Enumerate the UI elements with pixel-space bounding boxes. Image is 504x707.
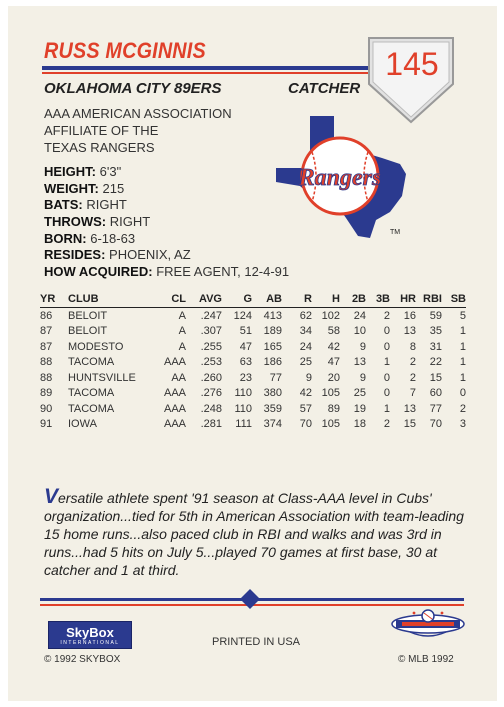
stats-cell: 87: [40, 340, 53, 353]
name-rule-red: [42, 72, 377, 74]
stats-cell: AA: [171, 371, 186, 384]
stats-col-header: G: [222, 290, 252, 308]
stats-row: [40, 324, 466, 340]
player-bio: [44, 485, 464, 579]
stats-cell: 91: [40, 418, 53, 431]
stats-cell: 77: [269, 371, 282, 384]
stats-cell: 1: [459, 371, 466, 384]
stats-cell: 57: [299, 402, 312, 415]
bio-text: ersatile athlete spent '91 season at Class-AAA level in Cubs' organization...tied for 5th in American Association with team-leading 15 home runs...also paced club in RBI and walks and was 3rd in runs...had 5 hits on July 5...played 70 games at first base, 30 at catcher and 1 at third.: [44, 490, 464, 578]
stats-cell: BELOIT: [68, 309, 108, 322]
stats-cell: 2: [383, 418, 390, 431]
stats-cell: AAA: [163, 402, 186, 415]
stats-cell: 13: [353, 356, 366, 369]
info-value: RIGHT: [86, 197, 127, 212]
stats-cell: IOWA: [68, 418, 97, 431]
info-value: 215: [102, 181, 125, 196]
stats-cell: 25: [299, 356, 312, 369]
stats-cell: 16: [403, 309, 416, 322]
stats-row: [40, 370, 466, 386]
player-name: RUSS MCGINNIS: [44, 38, 206, 63]
info-weight: [44, 181, 124, 196]
stats-row: [40, 355, 466, 371]
affiliation-line: AAA AMERICAN ASSOCIATION: [44, 106, 232, 121]
stats-cell: 19: [353, 402, 366, 415]
stats-col-header: 3B: [366, 290, 390, 308]
stats-cell: 7: [409, 387, 416, 400]
stats-cell: HUNTSVILLE: [68, 371, 136, 384]
stats-cell: 10: [353, 325, 366, 338]
stats-row: [40, 339, 466, 355]
stats-cell: .247: [200, 309, 222, 322]
stats-row: [40, 386, 466, 402]
stats-body: [40, 308, 466, 433]
info-value: 6'3": [99, 164, 122, 179]
stats-cell: 90: [40, 402, 53, 415]
stats-header-row: [40, 290, 466, 308]
player-position: CATCHER: [288, 80, 361, 97]
stats-cell: TACOMA: [68, 402, 115, 415]
stats-col-header: RBI: [416, 290, 442, 308]
stats-cell: 9: [359, 371, 366, 384]
stats-cell: 0: [459, 387, 466, 400]
info-born: [44, 231, 135, 246]
affiliation-line: AFFILIATE OF THE: [44, 123, 159, 138]
stats-cell: 47: [327, 356, 340, 369]
stats-cell: A: [178, 309, 186, 322]
stats-cell: 2: [383, 309, 390, 322]
team-name: OKLAHOMA CITY 89ERS: [44, 80, 222, 97]
stats-cell: 0: [383, 387, 390, 400]
stats-cell: 35: [429, 325, 442, 338]
info-label: WEIGHT:: [44, 181, 99, 196]
info-value: RIGHT: [109, 214, 151, 229]
stats-cell: 42: [299, 387, 312, 400]
stats-cell: 70: [299, 418, 312, 431]
logo-trademark: TM: [390, 229, 401, 236]
stats-cell: AAA: [163, 387, 186, 400]
info-throws: [44, 214, 150, 229]
stats-cell: 1: [459, 340, 466, 353]
stats-cell: AAA: [163, 418, 186, 431]
stats-col-header: AB: [252, 290, 282, 308]
info-height: [44, 164, 121, 179]
stats-cell: BELOIT: [68, 325, 108, 338]
info-value: FREE AGENT, 12-4-91: [156, 264, 290, 279]
stats-cell: 23: [239, 371, 252, 384]
stats-cell: 18: [353, 418, 366, 431]
stats-cell: 47: [239, 340, 252, 353]
stats-cell: 88: [40, 371, 53, 384]
stats-cell: .260: [200, 371, 222, 384]
stats-col-header: SB: [442, 290, 466, 308]
stats-cell: 58: [327, 325, 340, 338]
stats-cell: 359: [263, 402, 282, 415]
stats-cell: 60: [429, 387, 442, 400]
stats-cell: TACOMA: [68, 387, 115, 400]
stats-col-header: HR: [390, 290, 416, 308]
stats-cell: 20: [327, 371, 340, 384]
stats-cell: 380: [263, 387, 282, 400]
stats-cell: .281: [200, 418, 222, 431]
affiliation-line: TEXAS RANGERS: [44, 140, 155, 155]
mlb-copyright: © MLB 1992: [398, 654, 454, 665]
stats-col-header: H: [312, 290, 340, 308]
stats-cell: 31: [429, 340, 442, 353]
info-resides: [44, 247, 191, 262]
skybox-logo: [48, 621, 132, 649]
stats-cell: 165: [263, 340, 282, 353]
stats-cell: 51: [239, 325, 252, 338]
stats-cell: 24: [353, 309, 366, 322]
stats-col-header: R: [282, 290, 312, 308]
stats-cell: 9: [305, 371, 312, 384]
stats-cell: 110: [234, 402, 252, 415]
stats-cell: 1: [459, 356, 466, 369]
stats-col-header: AVG: [186, 290, 222, 308]
stats-cell: 13: [403, 325, 416, 338]
stats-cell: .248: [200, 402, 222, 415]
stats-cell: A: [178, 325, 186, 338]
stats-cell: 2: [459, 402, 466, 415]
stats-cell: 24: [299, 340, 312, 353]
info-bats: [44, 197, 127, 212]
stats-cell: 1: [459, 325, 466, 338]
stats-cell: 2: [409, 356, 416, 369]
stats-cell: A: [178, 340, 186, 353]
stats-col-header: YR: [40, 290, 68, 308]
stats-cell: 1: [383, 356, 390, 369]
info-label: BORN:: [44, 231, 87, 246]
stats-cell: 89: [40, 387, 53, 400]
logo-wordmark: Rangers: [298, 165, 382, 191]
stats-cell: 0: [383, 340, 390, 353]
stats-cell: 0: [383, 325, 390, 338]
stats-cell: .276: [200, 387, 222, 400]
info-value: PHOENIX, AZ: [109, 247, 191, 262]
stats-cell: 110: [234, 387, 252, 400]
stats-cell: 89: [327, 402, 340, 415]
stats-cell: 77: [429, 402, 442, 415]
stats-cell: 105: [321, 418, 340, 431]
stats-cell: 87: [40, 325, 53, 338]
stats-cell: 15: [403, 418, 416, 431]
stats-cell: 0: [383, 371, 390, 384]
stats-cell: 186: [263, 356, 282, 369]
stats-row: [40, 308, 466, 324]
stats-col-header: CLUB: [68, 290, 150, 308]
stats-cell: MODESTO: [68, 340, 124, 353]
stats-cell: 413: [263, 309, 282, 322]
info-value: 6-18-63: [90, 231, 136, 246]
diamond-icon: [240, 589, 260, 609]
info-label: BATS:: [44, 197, 83, 212]
stats-cell: 105: [321, 387, 340, 400]
name-rule-blue: [42, 66, 377, 70]
stats-cell: .253: [200, 356, 222, 369]
stats-cell: 3: [459, 418, 466, 431]
stats-col-header: CL: [150, 290, 186, 308]
info-how-acquired: [44, 264, 289, 279]
stats-cell: 1: [383, 402, 390, 415]
stats-cell: 88: [40, 356, 53, 369]
stats-cell: 5: [459, 309, 466, 322]
stats-cell: AAA: [163, 356, 186, 369]
stats-cell: 15: [429, 371, 442, 384]
stats-cell: 111: [235, 418, 252, 431]
info-label: THROWS:: [44, 214, 107, 229]
mlb-logo-icon: [390, 604, 466, 644]
stats-cell: .255: [200, 340, 222, 353]
stats-cell: 22: [429, 356, 442, 369]
skybox-logo-text: SkyBox: [66, 625, 114, 640]
stats-cell: 9: [359, 340, 366, 353]
stats-cell: 8: [409, 340, 416, 353]
info-label: RESIDES:: [44, 247, 106, 262]
skybox-logo-subtext: INTERNATIONAL: [60, 640, 120, 646]
stats-cell: 25: [353, 387, 366, 400]
printed-in-usa: PRINTED IN USA: [212, 636, 301, 648]
stats-cell: 13: [403, 402, 416, 415]
stats-cell: 102: [321, 309, 340, 322]
info-label: HEIGHT:: [44, 164, 96, 179]
stats-cell: 42: [327, 340, 340, 353]
skybox-copyright: © 1992 SKYBOX: [44, 654, 121, 665]
stats-cell: .307: [200, 325, 222, 338]
stats-row: [40, 401, 466, 417]
stats-cell: 189: [263, 325, 282, 338]
stats-cell: 34: [299, 325, 312, 338]
stats-col-header: 2B: [340, 290, 366, 308]
info-label: HOW ACQUIRED:: [44, 264, 153, 279]
stats-cell: 124: [233, 309, 252, 322]
stats-cell: 70: [429, 418, 442, 431]
bio-initial: V: [44, 485, 59, 508]
stats-cell: TACOMA: [68, 356, 115, 369]
stats-cell: 374: [263, 418, 282, 431]
career-stats-table: [40, 290, 466, 432]
stats-row: [40, 417, 466, 433]
stats-cell: 86: [40, 309, 53, 322]
stats-cell: 59: [429, 309, 442, 322]
stats-cell: 62: [299, 309, 312, 322]
texas-rangers-logo-icon: [272, 112, 414, 242]
stats-cell: 63: [239, 356, 252, 369]
stats-cell: 2: [409, 371, 416, 384]
card-number: 145: [385, 46, 439, 82]
